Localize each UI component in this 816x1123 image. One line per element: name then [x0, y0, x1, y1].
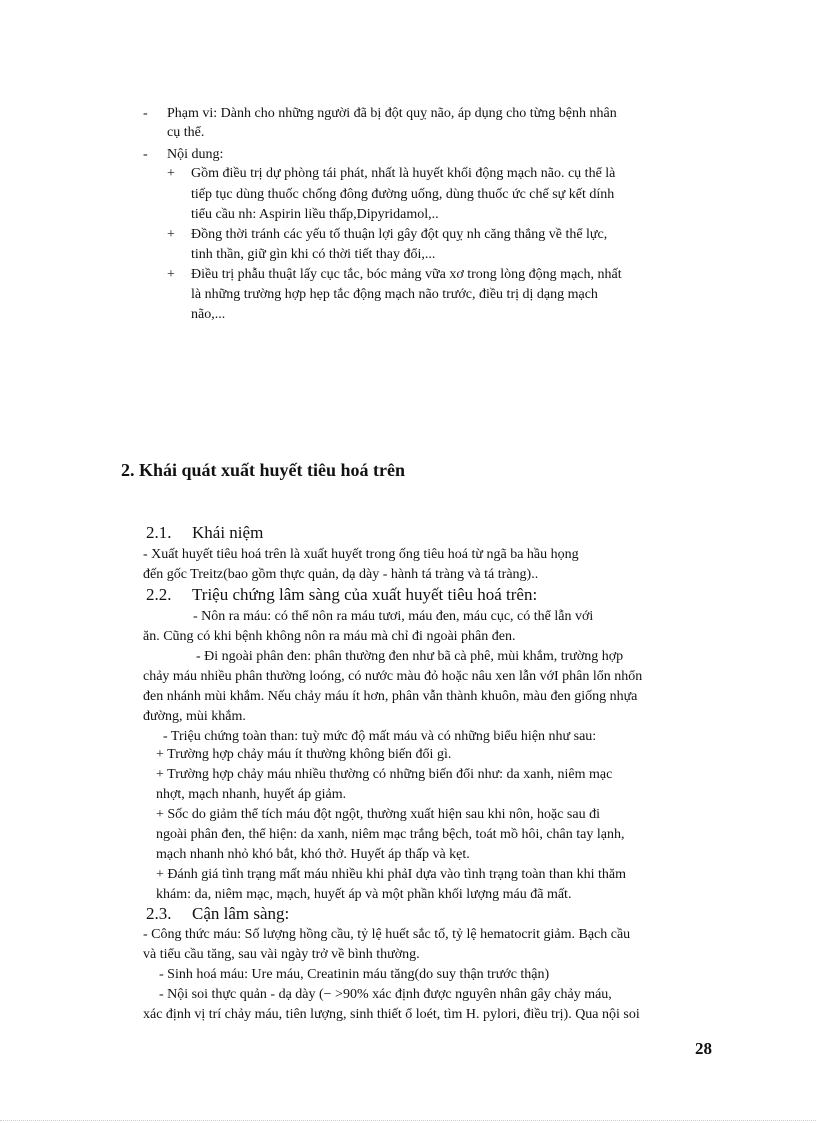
subsection-title: Triệu chứng lâm sàng của xuất huyết tiêu hoá trên: [192, 585, 538, 604]
paragraph-line: đến gốc Treitz(bao gồm thực quản, dạ dày - hành tá tràng và tá tràng).. [143, 567, 539, 582]
dash-marker: - [143, 106, 148, 121]
dash-marker: - [143, 147, 148, 162]
paragraph-line: chảy máu nhiều phân thường loóng, có nước màu đỏ hoặc nâu xen lẫn vớI phân lổn nhổn [143, 669, 643, 684]
scope-line: cụ thể. [167, 125, 205, 140]
item-line: là những trường hợp hẹp tắc động mạch não trước, điều trị dị dạng mạch [191, 287, 598, 302]
item-line: Điều trị phẫu thuật lấy cục tắc, bóc mảng vữa xơ trong lòng động mạch, nhất [191, 267, 622, 282]
paragraph-line: ăn. Cũng có khi bệnh không nôn ra máu mà chỉ đi ngoài phân đen. [143, 629, 516, 644]
paragraph-line: - Triệu chứng toàn than: tuỳ mức độ mất máu và có những biểu hiện như sau: [163, 729, 597, 744]
plus-marker: + [167, 227, 175, 242]
paragraph-line: + Trường hợp chảy máu nhiều thường có những biến đổi như: da xanh, niêm mạc [156, 767, 613, 782]
item-line: tiếp tục dùng thuốc chống đông đường uống, dùng thuốc ức chế sự kết dính [191, 187, 615, 202]
item-line: não,... [191, 307, 226, 322]
item-line: tinh thần, giữ gìn khi có thời tiết thay đổi,... [191, 247, 436, 262]
paragraph-line: đen nhánh mùi khắm. Nếu chảy máu ít hơn, phân vẫn thành khuôn, màu đen giống nhựa [143, 689, 638, 704]
paragraph-line: - Xuất huyết tiêu hoá trên là xuất huyết trong ống tiêu hoá từ ngã ba hầu họng [143, 547, 579, 562]
paragraph-line: đường, mùi khắm. [143, 709, 246, 724]
paragraph-line: xác định vị trí chảy máu, tiên lượng, sinh thiết ổ loét, tìm H. pylori, điều trị). Qua nội soi [143, 1007, 640, 1022]
paragraph-line: mạch nhanh nhỏ khó bắt, khó thở. Huyết áp thấp và kẹt. [156, 847, 470, 862]
paragraph-line: + Đánh giá tình trạng mất máu nhiều khi phảI dựa vào tình trạng toàn than khi thăm [156, 867, 626, 882]
item-line: tiểu cầu nh: Aspirin liều thấp,Dipyridamol,.. [191, 207, 439, 222]
paragraph-line: + Sốc do giảm thể tích máu đột ngột, thường xuất hiện sau khi nôn, hoặc sau đi [156, 807, 600, 822]
item-line: Đồng thời tránh các yếu tố thuận lợi gây đột quỵ nh căng thẳng về thể lực, [191, 227, 608, 242]
paragraph-line: - Sinh hoá máu: Ure máu, Creatinin máu tăng(do suy thận trước thận) [159, 967, 550, 982]
paragraph-line: - Nội soi thực quản - dạ dày (− >90% xác định được nguyên nhân gây chảy máu, [159, 987, 612, 1002]
plus-marker: + [167, 166, 175, 181]
paragraph-line: và tiểu cầu tăng, sau vài ngày trở về bình thường. [143, 947, 420, 962]
subsection-number: 2.2. [146, 585, 172, 604]
subsection-title: Cận lâm sàng: [192, 904, 290, 923]
paragraph-line: - Công thức máu: Số lượng hồng cầu, tỷ lệ huết sắc tố, tỷ lệ hematocrit giảm. Bạch cầu [143, 927, 631, 942]
section-heading: 2. Khái quát xuất huyết tiêu hoá trên [121, 460, 406, 480]
page-number: 28 [695, 1039, 712, 1058]
subsection-title: Khái niệm [192, 523, 264, 542]
content-label: Nội dung: [167, 147, 224, 162]
subsection-number: 2.3. [146, 904, 172, 923]
paragraph-line: ngoài phân đen, thể hiện: da xanh, niêm mạc trắng bệch, toát mồ hôi, chân tay lạnh, [156, 827, 625, 842]
paragraph-line: + Trường hợp chảy máu ít thường không biến đổi gì. [156, 747, 452, 762]
paragraph-line: - Đi ngoài phân đen: phân thường đen như bã cà phê, mùi khắm, trường hợp [196, 649, 624, 664]
paragraph-line: nhợt, mạch nhanh, huyết áp giảm. [156, 787, 347, 802]
plus-marker: + [167, 267, 175, 282]
paragraph-line: - Nôn ra máu: có thể nôn ra máu tươi, máu đen, máu cục, có thể lẫn với [193, 609, 594, 624]
page-bottom-divider [0, 1120, 816, 1121]
paragraph-line: khám: da, niêm mạc, mạch, huyết áp và một phần khối lượng máu đã mất. [156, 887, 572, 902]
item-line: Gồm điều trị dự phòng tái phát, nhất là huyết khối động mạch não. cụ thể là [191, 166, 616, 181]
subsection-number: 2.1. [146, 523, 172, 542]
scope-line: Phạm vi: Dành cho những người đã bị đột quỵ não, áp dụng cho từng bệnh nhân [167, 106, 617, 121]
